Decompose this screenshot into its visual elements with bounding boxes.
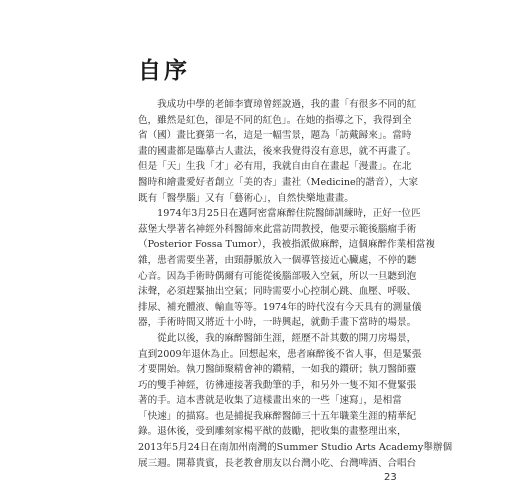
body-text — [138, 97, 453, 471]
text-line: 1974年3月25日在邁阿密當麻醉住院醫師訓練時，正好一位匹 — [138, 208, 421, 220]
text-line: 器，手術時間又將近十小時，一時興起，就動手畫下當時的場景。 — [138, 317, 417, 329]
text-line: 從此以後，我的麻醉醫師生涯，經歷不計其數的開刀房場景， — [138, 332, 417, 344]
text-line: 茲堡大學著名神經外科醫師來此當訪問教授，他要示範後腦瘤手術 — [138, 223, 417, 235]
chapter-title: 自序 — [138, 58, 190, 84]
text-line: （Posterior Fossa Tumor），我被指派做麻醉，這個麻醉作業相當複 — [138, 239, 435, 251]
text-line: 「快速」的描寫。也是捕捉我麻醉醫師三十五年職業生涯的精華紀 — [138, 410, 417, 422]
text-line: 省（國）畫比賽第一名，這是一幅雪景，題為「訪戴歸來」。當時 — [138, 130, 412, 142]
text-line: 沫聲，必須趕緊抽出空氣；同時需要小心控制心跳、血壓、呼吸、 — [138, 286, 417, 298]
text-line: 畫的國畫都是臨摹古人畫法，後來我覺得沒有意思，就不再畫了。 — [138, 145, 417, 157]
page-number: 23 — [384, 472, 397, 483]
text-line: 直到2009年退休為止。回想起來，患者麻醉後不省人事，但是緊張 — [138, 348, 422, 360]
text-line: 錄。退休後，受到雕刻家楊平猷的鼓勵，把收集的畫整理出來， — [138, 426, 407, 438]
text-line: 展三週。開幕貴賓，長老教會朋友以台灣小吃、台灣啤酒、合唱台 — [138, 457, 417, 469]
text-line: 2013年5月24日在南加州南灣的Summer Studio Arts Academy舉辦個 — [138, 442, 453, 454]
text-line: 著的手。這本書就是收集了這樣畫出來的一些「速寫」，是相當 — [138, 395, 402, 407]
text-line: 但是「天」生我「才」必有用，我就自由自在畫起「漫畫」。在北 — [138, 161, 412, 173]
text-line: 雜，患者需要坐著，由頸靜脈放入一個導管接近心臟處，不停的聽 — [138, 254, 417, 266]
text-line: 醫時和繪畫愛好者創立「美的杏」畫社（Medicine的諧音），大家 — [138, 176, 419, 188]
text-line: 巧的雙手神經，彷彿連接著我動筆的手，和另外一隻不知不覺緊張 — [138, 379, 417, 391]
text-line: 我成功中學的老師李寶璋曾經說過，我的畫「有很多不同的紅 — [138, 99, 417, 110]
text-line: 才要開始。執刀醫師聚精會神的鑽精，一如我的鑽研；執刀醫師靈 — [138, 364, 417, 376]
text-line: 心音。因為手術時偶爾有可能從後腦部吸入空氣，所以一旦聽到泡 — [138, 270, 417, 282]
text-line: 色，雖然是紅色，卻是不同的紅色」。在她的指導之下，我得到全 — [138, 114, 412, 126]
text-line: 既有「醫學腦」又有「藝術心」，自然快樂地畫畫。 — [138, 192, 354, 204]
text-line: 排尿、補充體液、輸血等等。1974年的時代沒有今天具有的測量儀 — [138, 301, 422, 313]
